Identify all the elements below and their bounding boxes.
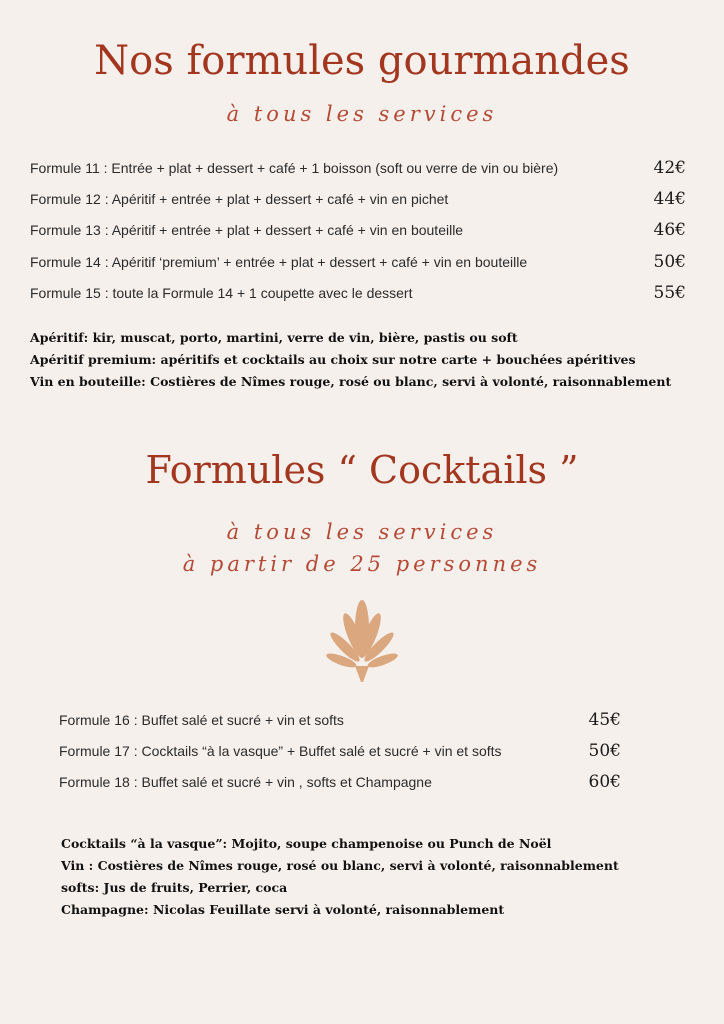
menu-item	[59, 772, 621, 792]
note-line: Champagne: Nicolas Feuillate servi à volonté, raisonnablement	[61, 902, 505, 917]
note-line: Apéritif: kir, muscat, porto, martini, verre de vin, bière, pastis ou soft	[30, 330, 518, 345]
item-price: 44€	[653, 189, 686, 209]
note-line: Vin : Costières de Nîmes rouge, rosé ou blanc, servi à volonté, raisonnablement	[61, 858, 619, 873]
item-desc: Formule 14 : Apéritif ‘premium’ + entrée + plat + dessert + café + vin en bouteille	[30, 254, 528, 270]
menu-item	[30, 158, 686, 178]
section1-subtitle: à tous les services	[226, 102, 498, 126]
menu-item	[30, 189, 686, 209]
section2-title: Formules “ Cocktails ”	[145, 448, 579, 492]
item-desc: Formule 12 : Apéritif + entrée + plat + dessert + café + vin en pichet	[30, 191, 449, 207]
item-desc: Formule 15 : toute la Formule 14 + 1 coupette avec le dessert	[30, 285, 413, 301]
item-price: 55€	[653, 283, 686, 303]
item-desc: Formule 16 : Buffet salé et sucré + vin et softs	[59, 712, 344, 728]
section2-subtitle-line2: à partir de 25 personnes	[182, 552, 542, 576]
item-desc: Formule 11 : Entrée + plat + dessert + café + 1 boisson (soft ou verre de vin ou bière)	[30, 160, 559, 176]
item-desc: Formule 18 : Buffet salé et sucré + vin , softs et Champagne	[59, 774, 432, 790]
menu-item	[59, 710, 621, 730]
item-price: 50€	[653, 252, 686, 272]
item-price: 42€	[653, 158, 686, 178]
item-price: 50€	[588, 741, 621, 761]
note-line: Vin en bouteille: Costières de Nîmes rouge, rosé ou blanc, servi à volonté, raisonnablement	[30, 374, 672, 389]
item-price: 60€	[588, 772, 621, 792]
section2-notes	[61, 833, 619, 921]
note-line: softs: Jus de fruits, Perrier, coca	[61, 880, 288, 895]
item-desc: Formule 17 : Cocktails “à la vasque” + Buffet salé et sucré + vin et softs	[59, 743, 502, 759]
item-price: 45€	[588, 710, 621, 730]
item-price: 46€	[653, 220, 686, 240]
note-line: Cocktails “à la vasque”: Mojito, soupe champenoise ou Punch de Noël	[61, 836, 552, 851]
section1-title: Nos formules gourmandes	[94, 38, 630, 84]
shell-ornament-icon	[317, 594, 407, 684]
note-line: Apéritif premium: apéritifs et cocktails au choix sur notre carte + bouchées apéritives	[30, 352, 636, 367]
section2-subtitle-line1: à tous les services	[226, 520, 498, 544]
menu-item	[30, 252, 686, 272]
menu-item	[59, 741, 621, 761]
section1-notes	[30, 327, 671, 393]
menu-item	[30, 220, 686, 240]
menu-item	[30, 283, 686, 303]
item-desc: Formule 13 : Apéritif + entrée + plat + dessert + café + vin en bouteille	[30, 222, 464, 238]
